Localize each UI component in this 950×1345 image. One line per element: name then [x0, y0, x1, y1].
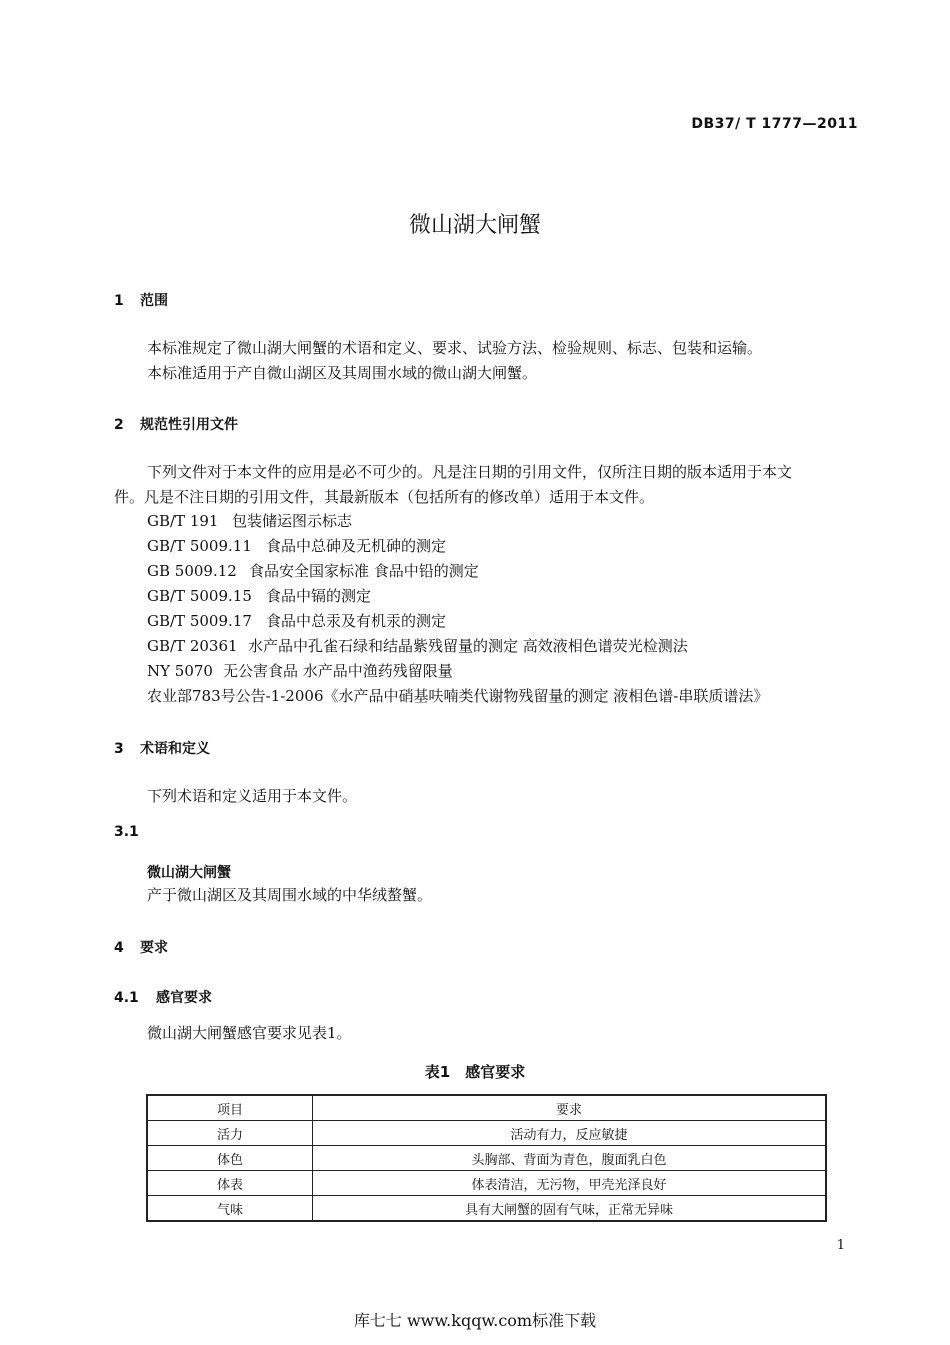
table-row — [147, 1146, 826, 1171]
refs-intro-line-2: 件。凡是不注日期的引用文件，其最新版本（包括所有的修改单）适用于本文件。 — [114, 488, 655, 506]
reference-name: 水产品中孔雀石绿和结晶紫残留量的测定 高效液相色谱荧光检测法 — [248, 637, 688, 655]
table-cell-requirement: 头胸部、背面为青色，腹面乳白色 — [313, 1146, 827, 1171]
reference-name: 食品安全国家标准 食品中铅的测定 — [249, 562, 479, 580]
terms-intro: 下列术语和定义适用于本文件。 — [147, 787, 358, 805]
sensory-requirements-table — [146, 1094, 827, 1222]
table-header-row — [147, 1095, 826, 1121]
section-title: 规范性引用文件 — [140, 417, 238, 433]
table-cell-requirement: 具有大闸蟹的固有气味，正常无异味 — [313, 1196, 827, 1222]
scope-paragraph-2: 本标准适用于产自微山湖区及其周围水域的微山湖大闸蟹。 — [147, 364, 538, 382]
reference-item — [147, 685, 768, 706]
refs-intro-line-1: 下列文件对于本文件的应用是必不可少的。凡是注日期的引用文件，仅所注日期的版本适用于本文 — [147, 463, 793, 481]
section-1-heading — [114, 290, 168, 310]
footer-watermark: 库七七 www.kqqw.com标准下载 — [353, 1311, 597, 1330]
section-4-heading — [114, 937, 168, 957]
table-cell-item: 活力 — [147, 1121, 313, 1146]
section-number: 2 — [114, 417, 124, 433]
term-name: 微山湖大闸蟹 — [147, 865, 231, 881]
table-row — [147, 1121, 826, 1146]
reference-name: 食品中总砷及无机砷的测定 — [266, 537, 447, 555]
table-cell-item: 体色 — [147, 1146, 313, 1171]
reference-item — [147, 635, 688, 656]
reference-item — [147, 560, 479, 581]
reference-name: 包装储运图示标志 — [232, 512, 353, 530]
reference-name: 《水产品中硝基呋喃类代谢物残留量的测定 液相色谱-串联质谱法》 — [323, 687, 769, 705]
table-cell-requirement: 活动有力，反应敏捷 — [313, 1121, 827, 1146]
reference-code: GB/T 20361 — [147, 637, 238, 655]
requirements-intro: 微山湖大闸蟹感官要求见表1。 — [147, 1024, 352, 1042]
subsection-number: 3.1 — [114, 824, 139, 840]
section-2-heading — [114, 414, 238, 434]
table-header-cell: 项目 — [147, 1095, 313, 1121]
section-title: 范围 — [140, 293, 168, 309]
table-caption: 表1 感官要求 — [424, 1063, 526, 1081]
reference-code: GB 5009.12 — [147, 562, 237, 580]
reference-name: 无公害食品 水产品中渔药残留限量 — [223, 662, 453, 680]
reference-item — [147, 585, 371, 606]
reference-code: 农业部783号公告-1-2006 — [147, 687, 324, 705]
section-number: 1 — [114, 293, 124, 309]
table-row — [147, 1171, 826, 1196]
section-title: 术语和定义 — [140, 741, 210, 757]
reference-item — [147, 510, 352, 531]
page-number: 1 — [836, 1238, 845, 1253]
reference-name: 食品中总汞及有机汞的测定 — [266, 612, 447, 630]
table-cell-requirement: 体表清洁，无污物，甲壳光泽良好 — [313, 1171, 827, 1196]
reference-code: GB/T 191 — [147, 512, 219, 530]
section-title: 要求 — [140, 940, 168, 956]
subsection-number: 4.1 — [114, 990, 139, 1006]
reference-code: NY 5070 — [147, 662, 213, 680]
reference-code: GB/T 5009.15 — [147, 587, 252, 605]
reference-code: GB/T 5009.11 — [147, 537, 252, 555]
term-definition: 产于微山湖区及其周围水域的中华绒螯蟹。 — [147, 886, 433, 904]
subsection-4-1-heading — [114, 987, 212, 1007]
table-cell-item: 气味 — [147, 1196, 313, 1222]
standard-code: DB37/ T 1777—2011 — [691, 116, 858, 132]
reference-name: 食品中镉的测定 — [266, 587, 372, 605]
section-number: 3 — [114, 741, 124, 757]
section-number: 4 — [114, 940, 124, 956]
section-3-heading — [114, 738, 210, 758]
scope-paragraph-1: 本标准规定了微山湖大闸蟹的术语和定义、要求、试验方法、检验规则、标志、包装和运输。 — [147, 339, 763, 357]
reference-item — [147, 660, 453, 681]
table-row — [147, 1196, 826, 1222]
table-cell-item: 体表 — [147, 1171, 313, 1196]
reference-code: GB/T 5009.17 — [147, 612, 252, 630]
document-title: 微山湖大闸蟹 — [408, 213, 541, 238]
subsection-title: 感官要求 — [156, 990, 212, 1006]
table-header-cell: 要求 — [313, 1095, 827, 1121]
reference-item — [147, 610, 446, 631]
reference-item — [147, 535, 446, 556]
